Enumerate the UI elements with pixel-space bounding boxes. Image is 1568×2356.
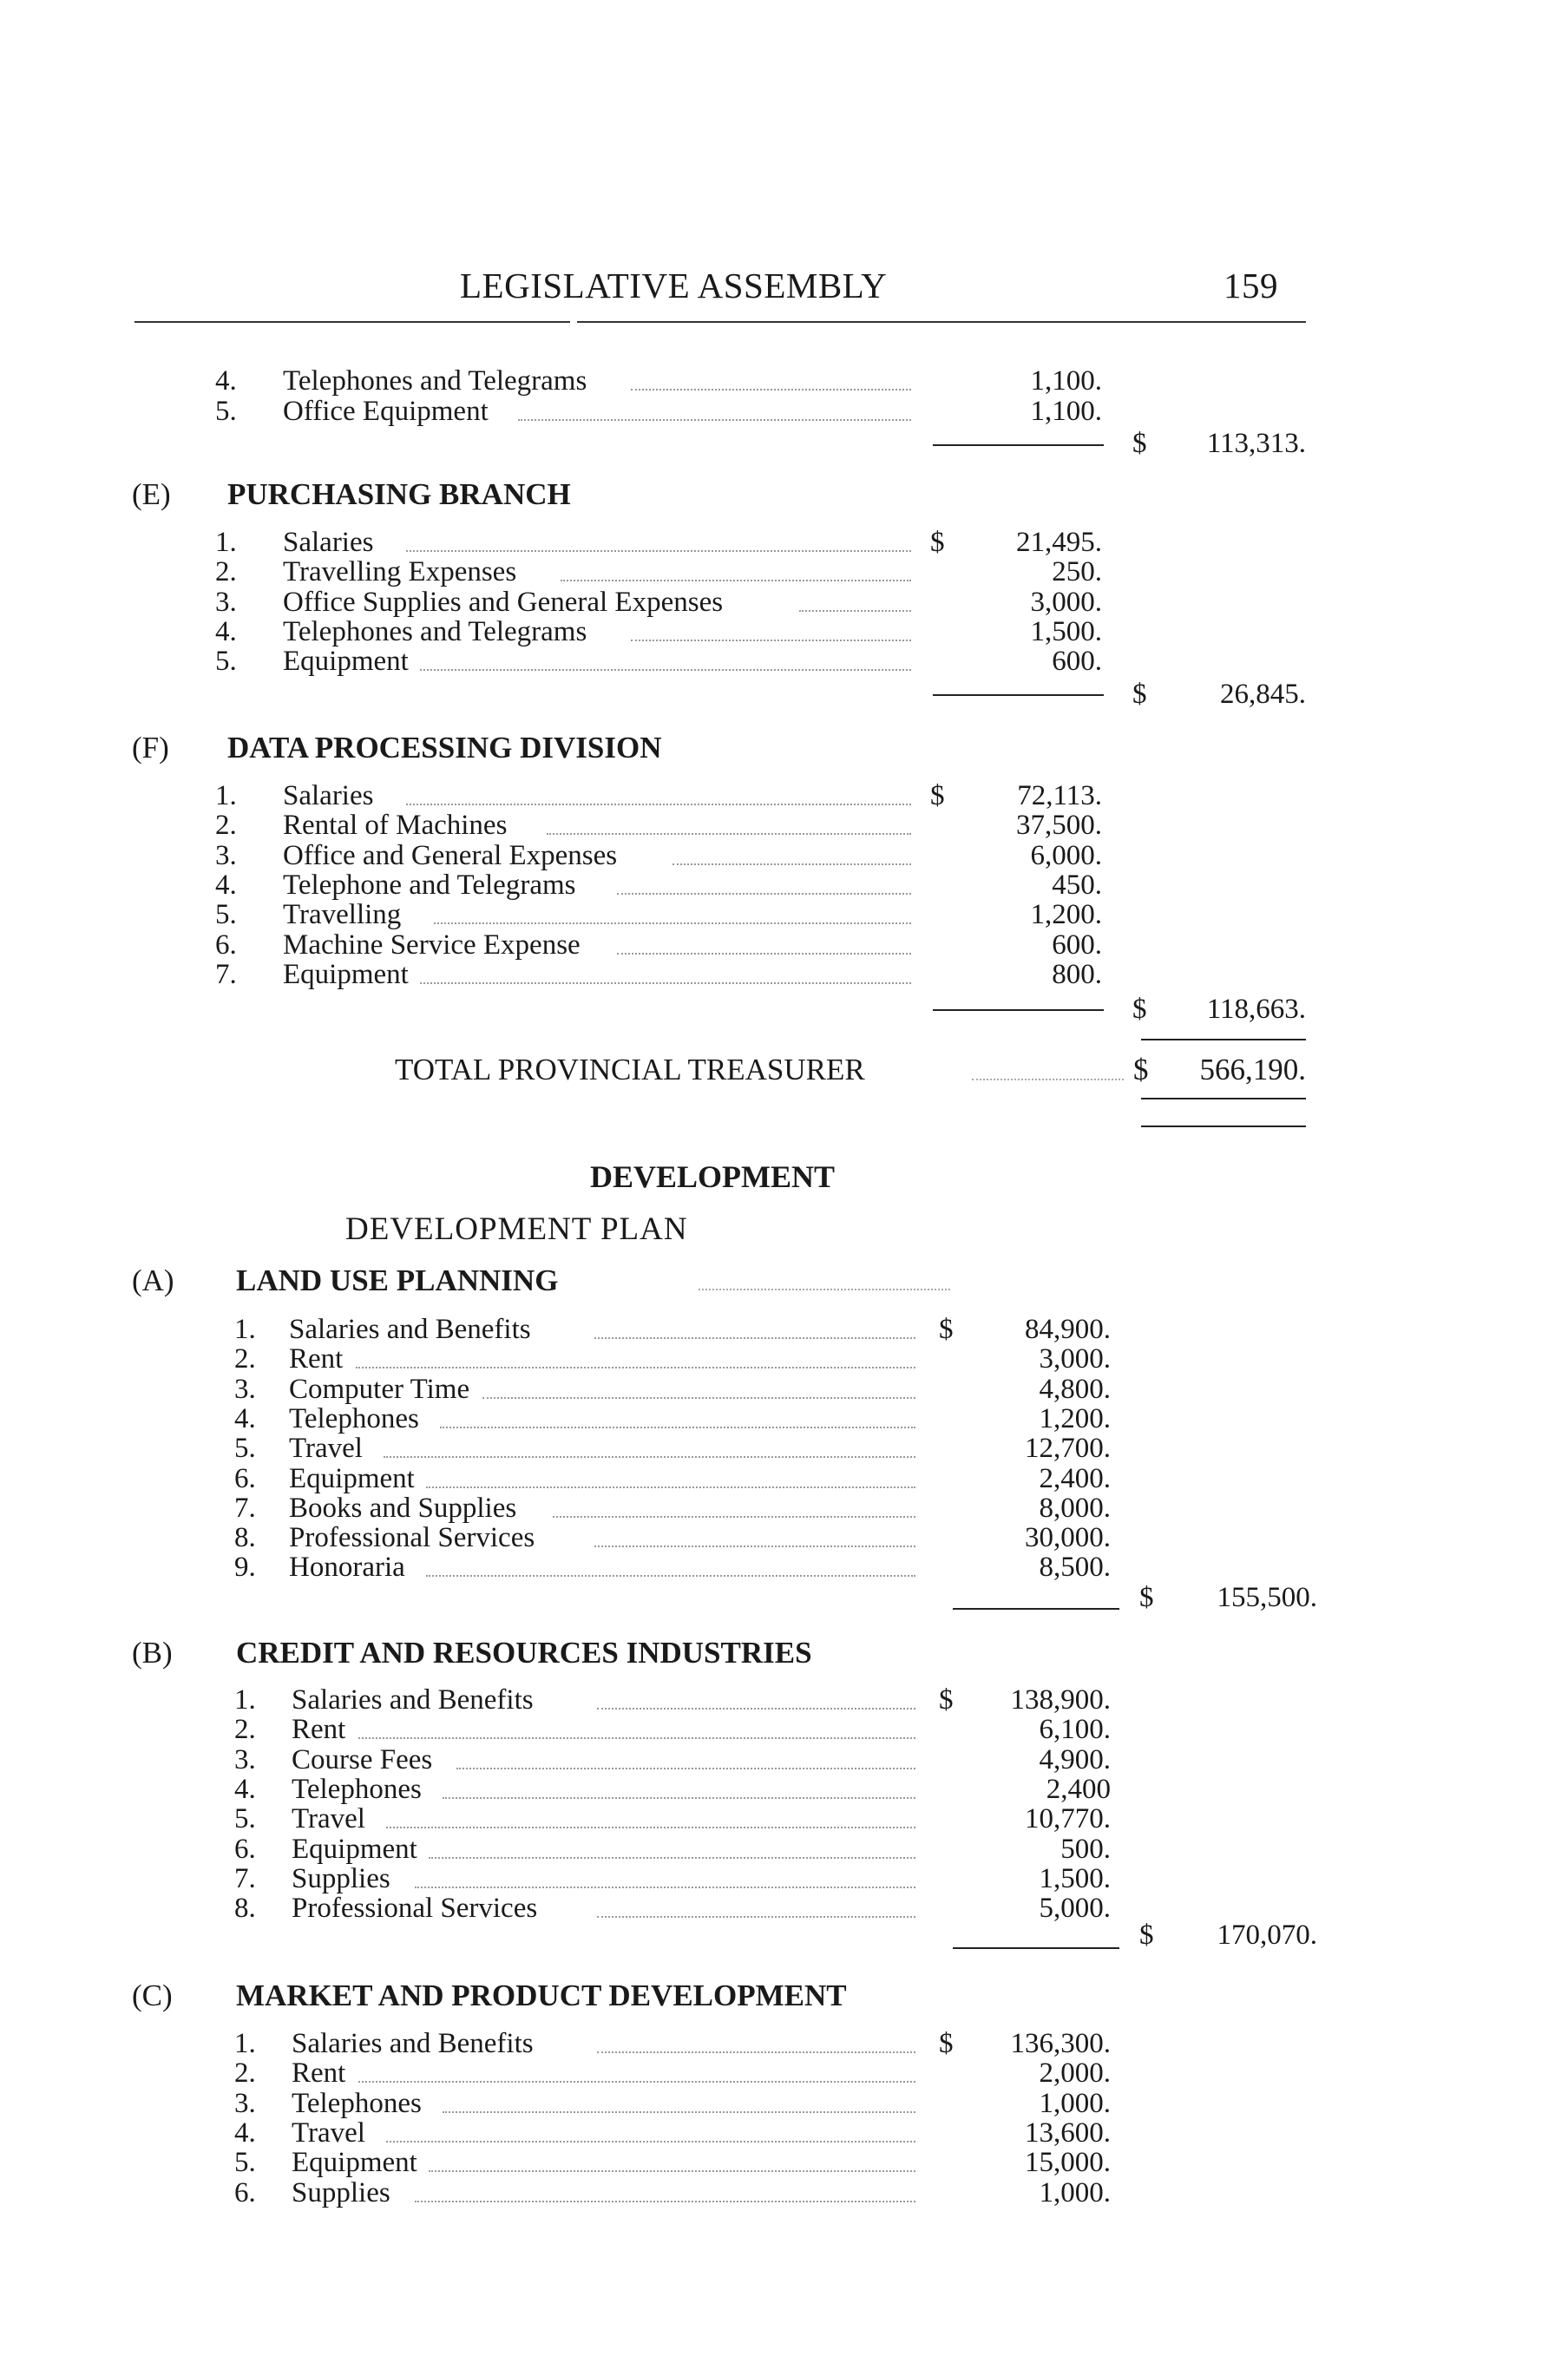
- line-item-number: 2.: [234, 1343, 256, 1375]
- total-rule-double-1: [1141, 1098, 1306, 1099]
- section-a-letter: (A): [132, 1263, 174, 1297]
- line-item-row: [0, 1434, 1568, 1463]
- line-item-label: Books and Supplies: [289, 1493, 517, 1524]
- line-item-leader-dots: [547, 833, 911, 835]
- subtotal-amount: 170,070.: [1217, 1920, 1317, 1951]
- line-item-number: 2.: [215, 810, 237, 841]
- line-item-amount: 72,113.: [1017, 780, 1102, 811]
- line-item-row: [0, 1523, 1568, 1552]
- line-item-amount: 1,200.: [1039, 1403, 1111, 1434]
- line-item-label: Office Equipment: [283, 396, 489, 427]
- header-rule-left: [134, 321, 570, 323]
- section-b-letter: (B): [132, 1636, 173, 1670]
- line-item-label: Office Supplies and General Expenses: [283, 587, 724, 618]
- line-item-amount: 3,000.: [1030, 587, 1102, 618]
- line-item-row: [0, 841, 1568, 870]
- line-item-leader-dots: [594, 1337, 915, 1339]
- line-item-label: Salaries and Benefits: [289, 1314, 531, 1345]
- line-item-amount: 5,000.: [1039, 1893, 1111, 1924]
- line-item-row: [0, 528, 1568, 557]
- subtotal-amount: 118,663.: [1206, 994, 1306, 1025]
- line-item-label: Telephones and Telegrams: [283, 365, 587, 397]
- line-item-row: [0, 1685, 1568, 1715]
- line-item-row: [0, 617, 1568, 646]
- line-item-label: Travel: [289, 1433, 363, 1464]
- line-item-leader-dots: [415, 2201, 915, 2202]
- line-item-row: [0, 1344, 1568, 1374]
- line-item-number: 5.: [215, 396, 237, 427]
- line-item-leader-dots: [440, 1427, 915, 1428]
- line-item-row: [0, 2118, 1568, 2148]
- line-item-number: 1.: [234, 2028, 256, 2059]
- line-item-label: Salaries: [283, 527, 374, 558]
- line-item-row: [0, 587, 1568, 617]
- line-item-row: [0, 781, 1568, 810]
- subtotal-dollar: $: [1132, 994, 1147, 1025]
- line-item-row: [0, 1745, 1568, 1775]
- line-item-leader-dots: [672, 863, 911, 865]
- line-item-label: Rental of Machines: [283, 810, 508, 841]
- line-item-amount: 4,800.: [1039, 1374, 1111, 1405]
- line-item-leader-dots: [594, 1546, 915, 1547]
- line-item-amount: 450.: [1052, 870, 1102, 901]
- line-item-row: [0, 646, 1568, 676]
- line-item-number: 3.: [234, 2088, 256, 2119]
- section-a-title-dots: [699, 1289, 950, 1290]
- section-e-letter: (E): [132, 477, 171, 511]
- line-item-leader-dots: [429, 2170, 915, 2172]
- line-item-label: Machine Service Expense: [283, 929, 581, 961]
- line-item-row: [0, 1804, 1568, 1834]
- subtotal: [1132, 994, 1306, 1025]
- header-rule-right: [577, 321, 1306, 323]
- line-item-leader-dots: [434, 922, 911, 924]
- line-item-row: [0, 557, 1568, 587]
- line-item-leader-dots: [518, 419, 911, 421]
- section-e-title: PURCHASING BRANCH: [227, 477, 571, 511]
- line-item-leader-dots: [420, 982, 911, 984]
- line-item-amount: 2,400: [1046, 1774, 1111, 1805]
- line-item-amount: 1,100.: [1030, 396, 1102, 427]
- line-item-number: 3.: [215, 587, 237, 618]
- line-item-number: 2.: [215, 556, 237, 587]
- line-item-leader-dots: [617, 893, 911, 895]
- subtotal: [1132, 1582, 1317, 1613]
- line-item-number: 5.: [215, 899, 237, 930]
- line-item-amount: 1,000.: [1039, 2088, 1111, 2119]
- line-item-label: Travelling Expenses: [283, 556, 517, 587]
- line-item-number: 5.: [234, 1433, 256, 1464]
- line-item-leader-dots: [631, 389, 911, 390]
- line-item-row: [0, 1864, 1568, 1893]
- line-item-number: 1.: [215, 780, 237, 811]
- line-item-amount: 600.: [1052, 929, 1102, 961]
- line-item-leader-dots: [597, 1916, 915, 1918]
- line-item-amount: 8,000.: [1039, 1493, 1111, 1524]
- line-item-amount: 3,000.: [1039, 1343, 1111, 1375]
- line-item-amount: 800.: [1052, 959, 1102, 990]
- line-item-label: Telephones: [289, 1403, 419, 1434]
- subtotal-dollar: $: [1132, 428, 1147, 459]
- line-item-amount: 13,600.: [1025, 2117, 1111, 2149]
- line-item-number: 4.: [234, 1774, 256, 1805]
- line-item-number: 6.: [234, 1834, 256, 1865]
- line-item-row: [0, 397, 1568, 426]
- line-item-dollar: $: [939, 1684, 954, 1716]
- line-item-label: Travel: [292, 1803, 365, 1834]
- line-item-label: Professional Services: [289, 1522, 535, 1553]
- line-item-dollar: $: [930, 780, 945, 811]
- section-a-title: LAND USE PLANNING: [236, 1263, 559, 1297]
- line-item-leader-dots: [631, 640, 911, 641]
- line-item-label: Equipment: [283, 959, 409, 990]
- line-item-label: Office and General Expenses: [283, 840, 618, 871]
- line-item-row: [0, 1893, 1568, 1923]
- line-item-label: Telephones and Telegrams: [283, 616, 587, 647]
- line-item-row: [0, 2178, 1568, 2208]
- line-item-leader-dots: [429, 1857, 915, 1859]
- line-item-number: 8.: [234, 1893, 256, 1924]
- line-item-label: Supplies: [292, 1863, 390, 1894]
- total-rule-double-2: [1141, 1125, 1306, 1127]
- line-item-number: 3.: [234, 1374, 256, 1405]
- line-item-leader-dots: [561, 580, 911, 581]
- line-item-amount: 600.: [1052, 646, 1102, 677]
- line-item-number: 8.: [234, 1522, 256, 1553]
- line-item-amount: 84,900.: [1025, 1314, 1111, 1345]
- line-item-amount: 10,770.: [1025, 1803, 1111, 1834]
- line-item-number: 4.: [234, 1403, 256, 1434]
- line-item-number: 6.: [234, 1463, 256, 1494]
- line-item-amount: 2,000.: [1039, 2057, 1111, 2089]
- line-item-amount: 1,500.: [1039, 1863, 1111, 1894]
- section-c-title: MARKET AND PRODUCT DEVELOPMENT: [236, 1979, 847, 2012]
- line-item-row: [0, 1464, 1568, 1493]
- line-item-label: Rent: [289, 1343, 344, 1375]
- line-item-row: [0, 1404, 1568, 1434]
- line-item-label: Telephones: [292, 1774, 422, 1805]
- line-item-leader-dots: [426, 1575, 915, 1577]
- line-item-row: [0, 1493, 1568, 1523]
- subtotal-amount: 113,313.: [1206, 428, 1306, 459]
- total-treasurer-dots: [972, 1079, 1124, 1080]
- line-item-leader-dots: [456, 1768, 915, 1769]
- line-item-leader-dots: [356, 1367, 915, 1368]
- total-treasurer-label: TOTAL PROVINCIAL TREASURER: [395, 1053, 865, 1086]
- line-item-number: 5.: [234, 1803, 256, 1834]
- line-item-amount: 250.: [1052, 556, 1102, 587]
- line-item-row: [0, 900, 1568, 929]
- line-item-dollar: $: [939, 1314, 954, 1345]
- line-item-leader-dots: [358, 1737, 915, 1739]
- line-item-label: Equipment: [283, 646, 409, 677]
- line-item-leader-dots: [443, 1797, 915, 1799]
- line-item-leader-dots: [426, 1486, 915, 1488]
- line-item-number: 4.: [215, 870, 237, 901]
- subtotal: [1132, 679, 1306, 710]
- line-item-number: 6.: [234, 2177, 256, 2208]
- line-item-row: [0, 870, 1568, 900]
- line-item-leader-dots: [358, 2081, 915, 2083]
- line-item-number: 4.: [234, 2117, 256, 2149]
- line-item-leader-dots: [415, 1887, 915, 1888]
- line-item-amount: 2,400.: [1039, 1463, 1111, 1494]
- line-item-row: [0, 1315, 1568, 1344]
- line-item-number: 7.: [215, 959, 237, 990]
- line-item-leader-dots: [597, 2051, 915, 2053]
- line-item-label: Professional Services: [292, 1893, 538, 1924]
- subtotal-amount: 155,500.: [1217, 1582, 1317, 1613]
- subtotal-rule: [933, 694, 1104, 696]
- line-item-amount: 30,000.: [1025, 1522, 1111, 1553]
- subtotal: [1132, 428, 1306, 459]
- section-f-letter: (F): [132, 731, 169, 765]
- line-item-row: [0, 2148, 1568, 2177]
- line-item-dollar: $: [939, 2028, 954, 2059]
- line-item-number: 7.: [234, 1863, 256, 1894]
- development-plan-title: DEVELOPMENT PLAN: [345, 1211, 688, 1247]
- line-item-amount: 12,700.: [1025, 1433, 1111, 1464]
- line-item-number: 6.: [215, 929, 237, 961]
- line-item-row: [0, 810, 1568, 840]
- subtotal-amount: 26,845.: [1220, 679, 1306, 710]
- page-number: 159: [1224, 266, 1278, 305]
- line-item-amount: 8,500.: [1039, 1552, 1111, 1583]
- subtotal-rule: [953, 1947, 1119, 1949]
- line-item-leader-dots: [420, 669, 911, 671]
- line-item-label: Travel: [292, 2117, 365, 2149]
- line-item-row: [0, 1552, 1568, 1582]
- line-item-amount: 15,000.: [1025, 2147, 1111, 2178]
- line-item-leader-dots: [597, 1708, 915, 1710]
- line-item-amount: 1,500.: [1030, 616, 1102, 647]
- line-item-number: 7.: [234, 1493, 256, 1524]
- line-item-number: 4.: [215, 616, 237, 647]
- line-item-row: [0, 366, 1568, 396]
- subtotal-rule: [933, 1009, 1104, 1011]
- line-item-row: [0, 1775, 1568, 1804]
- line-item-row: [0, 930, 1568, 960]
- line-item-number: 1.: [215, 527, 237, 558]
- line-item-amount: 6,000.: [1030, 840, 1102, 871]
- line-item-label: Honoraria: [289, 1552, 405, 1583]
- line-item-leader-dots: [799, 610, 911, 612]
- line-item-label: Telephones: [292, 2088, 422, 2119]
- line-item-label: Salaries and Benefits: [292, 1684, 534, 1716]
- line-item-dollar: $: [930, 527, 945, 558]
- line-item-amount: 138,900.: [1010, 1684, 1111, 1716]
- line-item-label: Salaries and Benefits: [292, 2028, 534, 2059]
- line-item-label: Course Fees: [292, 1744, 433, 1775]
- line-item-leader-dots: [384, 1456, 915, 1458]
- subtotal-rule: [953, 1608, 1119, 1610]
- line-item-number: 5.: [234, 2147, 256, 2178]
- line-item-number: 4.: [215, 365, 237, 397]
- line-item-amount: 1,000.: [1039, 2177, 1111, 2208]
- line-item-label: Computer Time: [289, 1374, 470, 1405]
- line-item-row: [0, 960, 1568, 989]
- line-item-leader-dots: [482, 1397, 915, 1399]
- subtotal-dollar: $: [1132, 679, 1147, 710]
- total-treasurer-amount: 566,190.: [1199, 1053, 1306, 1086]
- line-item-leader-dots: [386, 1827, 915, 1828]
- section-b-title: CREDIT AND RESOURCES INDUSTRIES: [236, 1636, 812, 1670]
- line-item-amount: 4,900.: [1039, 1744, 1111, 1775]
- total-treasurer-row: [0, 1053, 1568, 1087]
- line-item-amount: 136,300.: [1010, 2028, 1111, 2059]
- line-item-label: Rent: [292, 2057, 346, 2089]
- line-item-label: Salaries: [283, 780, 374, 811]
- subtotal-dollar: $: [1139, 1582, 1154, 1613]
- section-f-title: DATA PROCESSING DIVISION: [227, 731, 662, 765]
- line-item-row: [0, 2029, 1568, 2058]
- line-item-number: 2.: [234, 2057, 256, 2089]
- line-item-amount: 6,100.: [1039, 1714, 1111, 1745]
- page-header-title: LEGISLATIVE ASSEMBLY: [460, 266, 888, 305]
- line-item-label: Supplies: [292, 2177, 390, 2208]
- line-item-number: 2.: [234, 1714, 256, 1745]
- line-item-row: [0, 2058, 1568, 2088]
- line-item-amount: 500.: [1060, 1834, 1111, 1865]
- line-item-leader-dots: [443, 2111, 915, 2113]
- subtotal: [1132, 1920, 1317, 1951]
- line-item-leader-dots: [406, 550, 911, 552]
- line-item-leader-dots: [386, 2141, 915, 2143]
- line-item-amount: 1,200.: [1030, 899, 1102, 930]
- line-item-leader-dots: [553, 1516, 915, 1518]
- subtotal-rule: [933, 444, 1104, 446]
- line-item-label: Travelling: [283, 899, 402, 930]
- line-item-row: [0, 2089, 1568, 2118]
- line-item-number: 3.: [215, 840, 237, 871]
- line-item-label: Equipment: [289, 1463, 415, 1494]
- total-rule-top: [1141, 1039, 1306, 1040]
- line-item-row: [0, 1834, 1568, 1864]
- line-item-row: [0, 1375, 1568, 1404]
- development-title: DEVELOPMENT: [590, 1159, 836, 1194]
- line-item-amount: 1,100.: [1030, 365, 1102, 397]
- line-item-label: Equipment: [292, 1834, 417, 1865]
- line-item-label: Equipment: [292, 2147, 417, 2178]
- line-item-row: [0, 1715, 1568, 1744]
- total-treasurer-dollar: $: [1133, 1053, 1149, 1086]
- line-item-number: 3.: [234, 1744, 256, 1775]
- line-item-amount: 21,495.: [1016, 527, 1102, 558]
- subtotal-dollar: $: [1139, 1920, 1154, 1951]
- line-item-leader-dots: [406, 804, 911, 805]
- line-item-number: 5.: [215, 646, 237, 677]
- line-item-number: 1.: [234, 1684, 256, 1716]
- line-item-number: 9.: [234, 1552, 256, 1583]
- line-item-amount: 37,500.: [1016, 810, 1102, 841]
- line-item-label: Telephone and Telegrams: [283, 870, 576, 901]
- line-item-label: Rent: [292, 1714, 346, 1745]
- line-item-number: 1.: [234, 1314, 256, 1345]
- line-item-leader-dots: [617, 953, 911, 955]
- section-c-letter: (C): [132, 1979, 173, 2012]
